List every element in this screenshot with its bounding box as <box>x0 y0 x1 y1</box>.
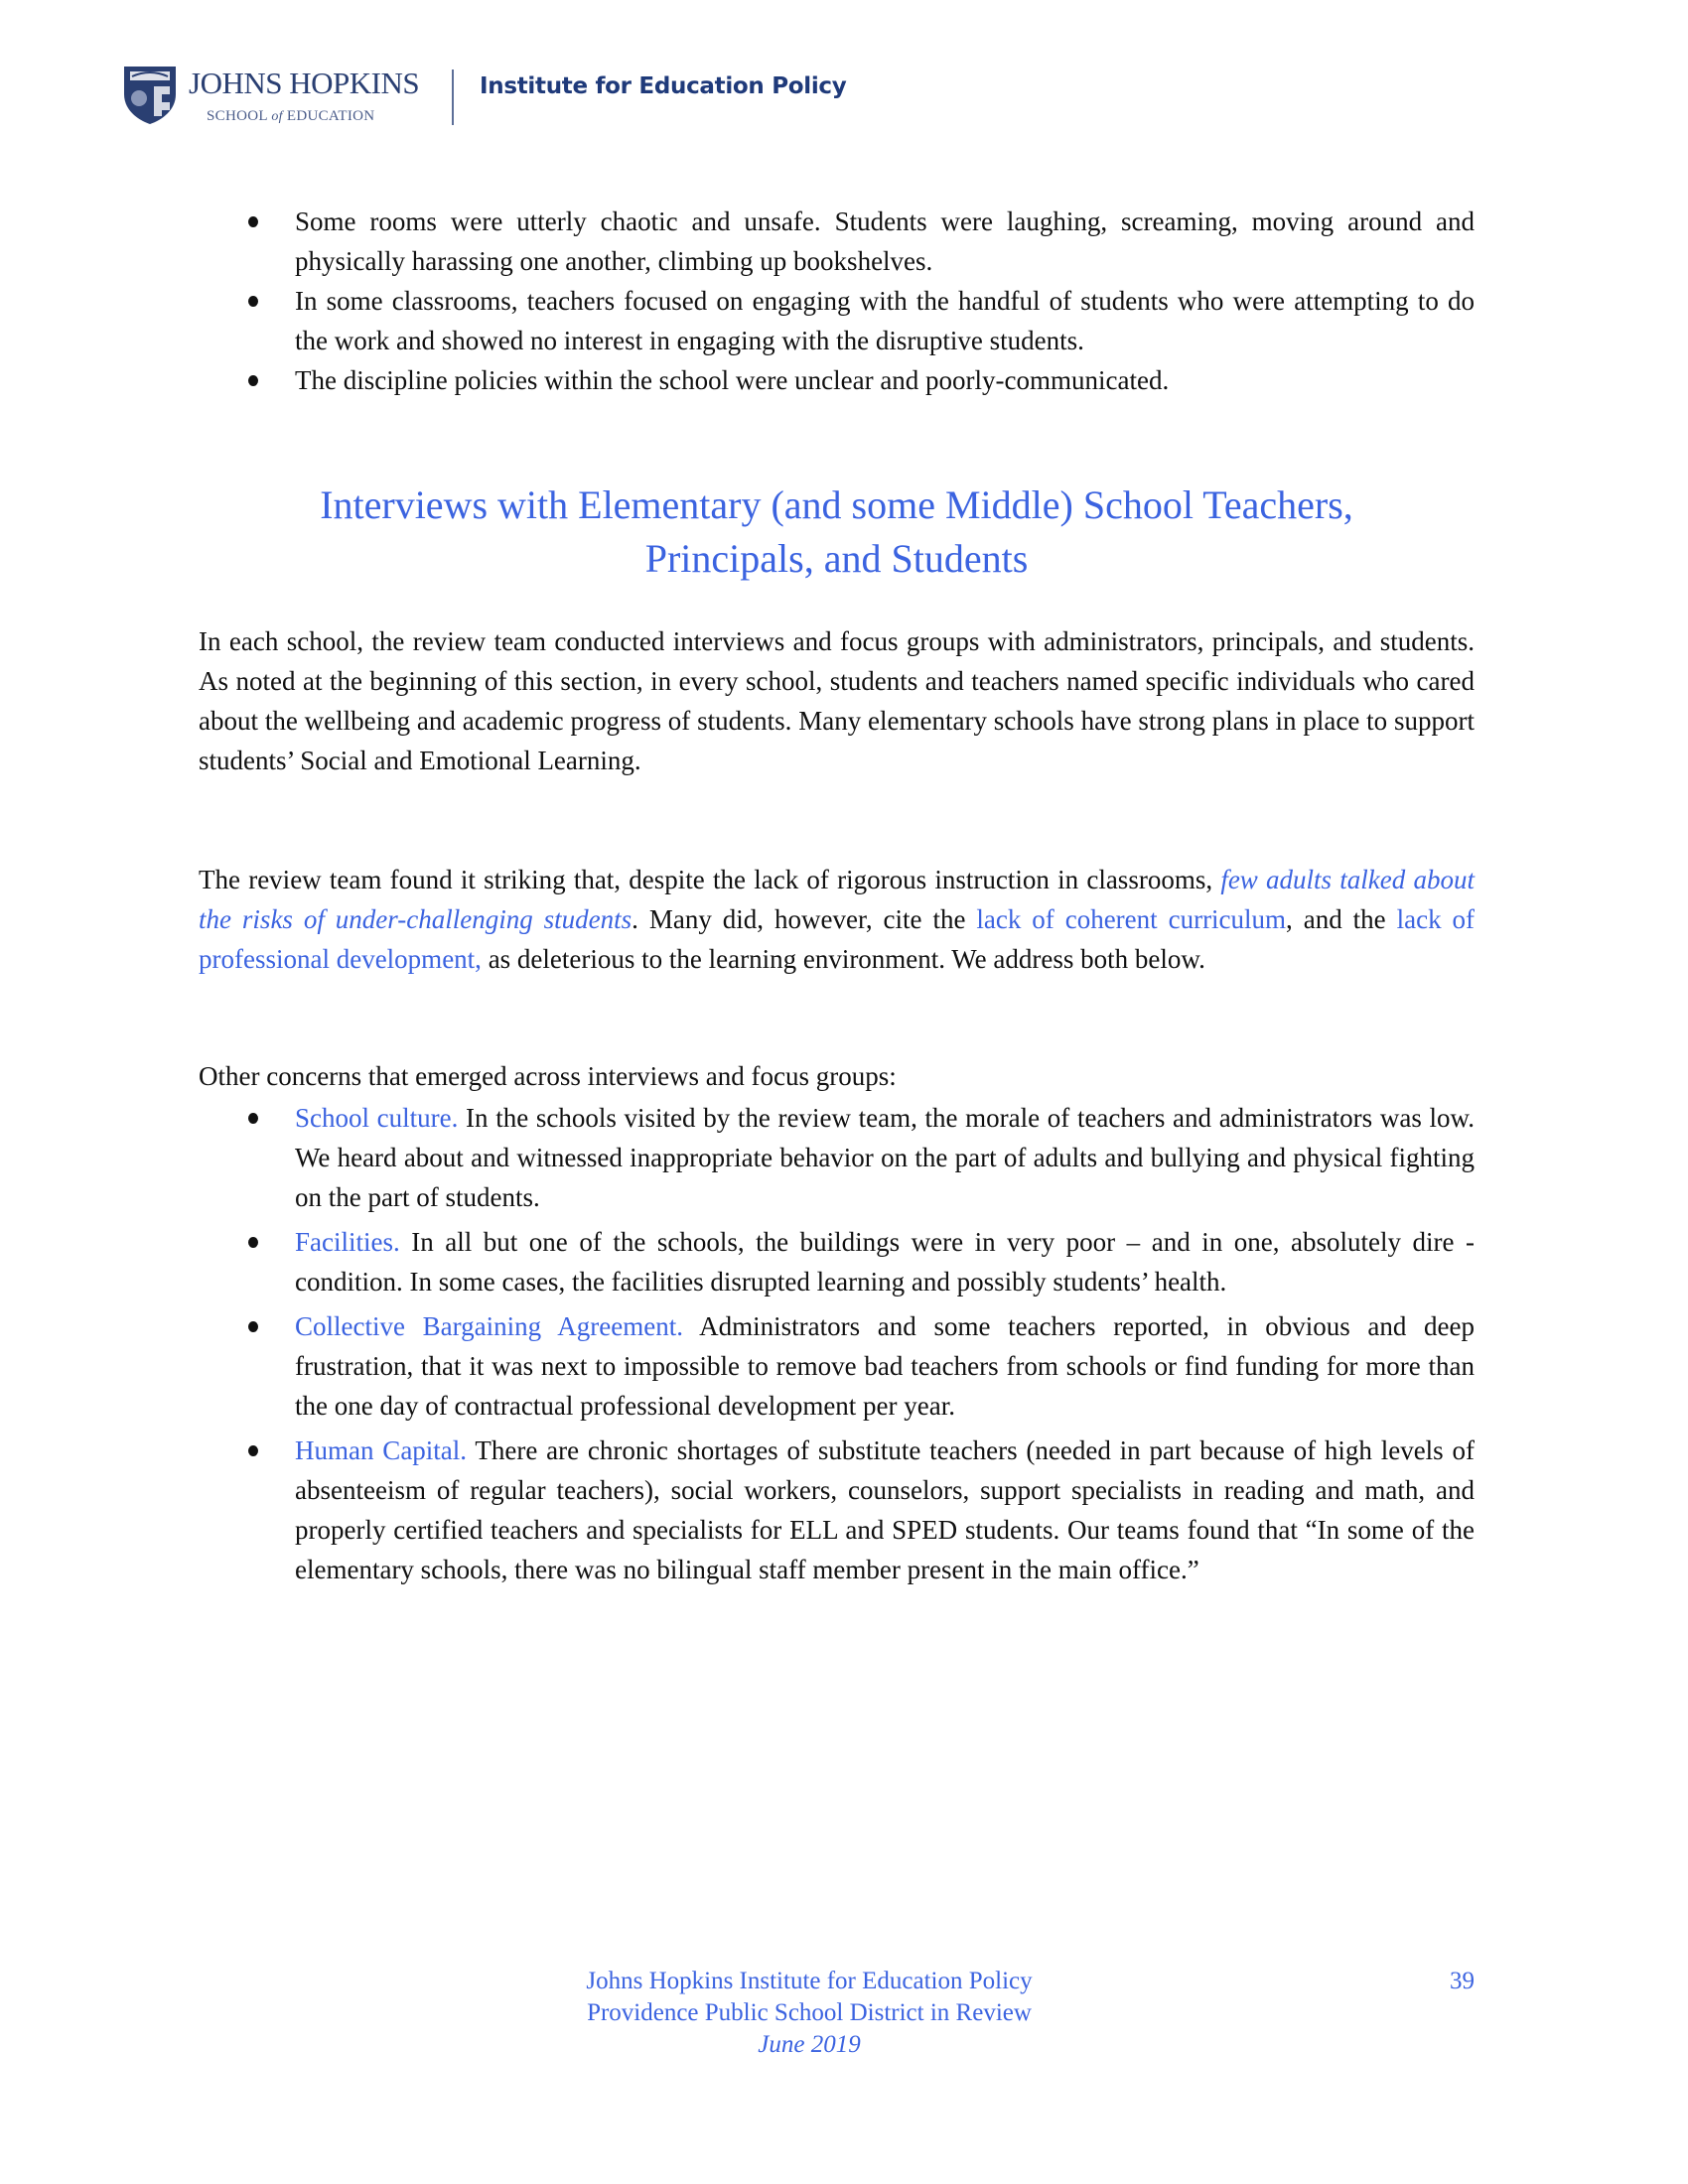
page-header <box>119 62 874 131</box>
list-item: Some rooms were utterly chaotic and unsafe. Students were laughing, screaming, moving around and physically harassing one another, climbing up bookshelves. <box>199 202 1475 281</box>
top-bullet-list <box>199 202 1475 400</box>
concerns-intro: Other concerns that emerged across interviews and focus groups: <box>199 1061 897 1091</box>
jhu-shield-icon <box>122 65 178 126</box>
bullet-icon <box>248 296 258 307</box>
bullet-icon <box>248 1321 258 1332</box>
bullet-icon <box>248 216 258 227</box>
bullet-icon <box>248 1445 258 1456</box>
institute-name: Institute for Education Policy <box>480 73 847 99</box>
footer-institute: Johns Hopkins Institute for Education Policy <box>586 1968 1033 1994</box>
bullet-icon <box>248 1113 258 1124</box>
section-heading: Interviews with Elementary (and some Middle) School Teachers, Principals, and Students <box>320 482 1353 581</box>
logo-school-of-education: SCHOOL of EDUCATION <box>207 108 375 124</box>
logo-johns-hopkins: JOHNS HOPKINS <box>189 66 420 100</box>
list-item: In some classrooms, teachers focused on engaging with the handful of students who were attempting to do the work and showed no interest in engaging with the disruptive students. <box>199 281 1475 360</box>
bullet-icon <box>248 375 258 386</box>
concern-collective-bargaining: Collective Bargaining Agreement. Administrators and some teachers reported, in obvious and deep frustration, that it was next to impossible to remove bad teachers from schools or find funding for more than the one day of contractual professional development per year. <box>199 1306 1475 1426</box>
footer-date: June 2019 <box>758 2031 861 2058</box>
page-footer <box>496 1966 1122 2061</box>
concerns-list <box>199 1098 1475 1594</box>
page-number: 39 <box>1450 1968 1475 1994</box>
emphasis-under-challenging: few adults talked about the risks of under-challenging students <box>199 865 1475 934</box>
highlight-coherent-curriculum: lack of coherent curriculum <box>976 904 1287 934</box>
bullet-icon <box>248 1237 258 1248</box>
concern-facilities: Facilities. In all but one of the schools, the buildings were in very poor – and in one, absolutely dire - condition. In some cases, the facilities disrupted learning and possibly students’ health. <box>199 1222 1475 1301</box>
footer-report-title: Providence Public School District in Review <box>587 1999 1032 2026</box>
list-item: The discipline policies within the school were unclear and poorly-communicated. <box>199 360 1475 400</box>
concern-human-capital: Human Capital. There are chronic shortages of substitute teachers (needed in part because of high levels of absenteeism of regular teachers), social workers, counselors, support specialists in reading and math, and properly certified teachers and specialists for ELL and SPED students. Our teams found that “In some of the elementary schools, there was no bilingual staff member present in the main office.” <box>199 1431 1475 1589</box>
highlight-professional-development: lack of professional development, <box>199 904 1475 974</box>
header-divider <box>452 69 454 125</box>
concern-school-culture: School culture. In the schools visited by the review team, the morale of teachers and administrators was low. We heard about and witnessed inappropriate behavior on the part of adults and bullying and physical fighting on the part of students. <box>199 1098 1475 1217</box>
paragraph-interviews: In each school, the review team conducted interviews and focus groups with administrators, principals, and students. As noted at the beginning of this section, in every school, students and teachers named specific individuals who cared about the wellbeing and academic progress of students. Many elementary schools have strong plans in place to support students’ Social and Emotional Learning. <box>199 626 1475 775</box>
paragraph-findings: The review team found it striking that, despite the lack of rigorous instruction in classrooms, few adults talked about the risks of under-challenging students. Many did, however, cite the lack of coherent curriculum, and the lack of professional development, as deleterious to the learning environment. We address both below. <box>199 865 1475 974</box>
